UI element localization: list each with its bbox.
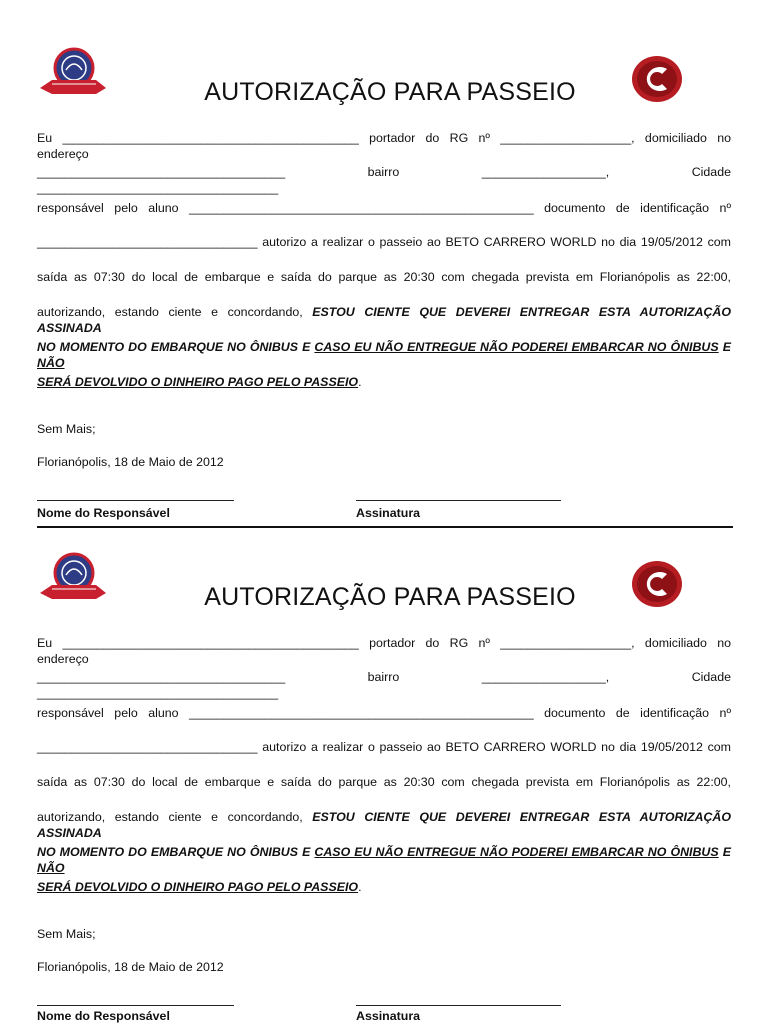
student-blank: __________________________________________________ <box>189 201 534 215</box>
name-blank: Eu ___________________________________________ <box>37 131 359 145</box>
student-blank: __________________________________________________ <box>189 706 534 720</box>
assinatura-signature-line <box>356 1005 561 1006</box>
name-blank: Eu ___________________________________________ <box>37 636 359 650</box>
period: . <box>358 375 362 389</box>
cidade-blank: Cidade ___________________________________ <box>37 670 731 700</box>
student-label: responsável pelo aluno <box>37 201 179 215</box>
form-line-4 <box>37 234 731 250</box>
warning-text: NO MOMENTO DO EMBARQUE NO ÔNIBUS E <box>37 340 311 354</box>
address-label: domiciliado no endereço <box>37 131 731 161</box>
period: . <box>358 880 362 894</box>
form-line-5: saída as 07:30 do local de embarque e saída do parque as 20:30 com chegada prevista em Florianópolis as 22:00, <box>37 270 731 284</box>
authorization-form-2 <box>0 505 768 1023</box>
form-line-8 <box>37 879 362 895</box>
date-text: Florianópolis, 18 de Maio de 2012 <box>37 960 224 974</box>
responsavel-signature-line <box>37 1005 234 1006</box>
warning-underlined: CASO EU NÃO ENTREGUE NÃO PODEREI EMBARCAR NO ÔNIBUS <box>314 340 719 354</box>
date-text: Florianópolis, 18 de Maio de 2012 <box>37 455 224 469</box>
address-label: domiciliado no endereço <box>37 636 731 666</box>
form-line-5: saída as 07:30 do local de embarque e saída do parque as 20:30 com chegada prevista em Florianópolis as 22:00, <box>37 775 731 789</box>
form-line-6 <box>37 809 731 841</box>
id-blank: ________________________________ <box>37 740 258 754</box>
consent-text: autorizando, estando ciente e concordando, <box>37 810 303 824</box>
bairro-blank: bairro __________________, <box>367 165 610 179</box>
responsavel-label: Nome do Responsável <box>37 506 170 520</box>
warning-underlined: NÃO <box>37 356 65 370</box>
form-line-8 <box>37 374 362 390</box>
form-line-7 <box>37 844 731 876</box>
authorization-text: autorizo a realizar o passeio ao BETO CARRERO WORLD no dia 19/05/2012 com <box>262 235 731 249</box>
bairro-blank: bairro __________________, <box>367 670 610 684</box>
form-line-2 <box>37 669 731 701</box>
warning-underlined: NÃO <box>37 861 65 875</box>
cidade-blank: Cidade ___________________________________ <box>37 165 731 195</box>
closing-text: Sem Mais; <box>37 422 96 436</box>
student-label: responsável pelo aluno <box>37 706 179 720</box>
consent-text: autorizando, estando ciente e concordando, <box>37 305 303 319</box>
warning-underlined: SERÁ DEVOLVIDO O DINHEIRO PAGO PELO PASSEIO <box>37 880 359 894</box>
rg-blank: portador do RG nº ___________________, <box>369 131 635 145</box>
form-line-1 <box>37 635 731 667</box>
address-blank: ____________________________________ <box>37 165 286 179</box>
warning-underlined: CASO EU NÃO ENTREGUE NÃO PODEREI EMBARCAR NO ÔNIBUS <box>314 845 719 859</box>
form-line-3 <box>37 200 731 216</box>
warning-text: ESTOU CIENTE QUE DEVEREI ENTREGAR ESTA AUTORIZAÇÃO ASSINADA <box>37 810 731 840</box>
responsavel-signature-line <box>37 500 234 501</box>
address-blank: ____________________________________ <box>37 670 286 684</box>
page-title: AUTORIZAÇÃO PARA PASSEIO <box>204 583 576 611</box>
authorization-text: autorizo a realizar o passeio ao BETO CARRERO WORLD no dia 19/05/2012 com <box>262 740 731 754</box>
id-label: documento de identificação nº <box>544 706 731 720</box>
warning-underlined: SERÁ DEVOLVIDO O DINHEIRO PAGO PELO PASSEIO <box>37 375 359 389</box>
closing-text: Sem Mais; <box>37 927 96 941</box>
form-line-2 <box>37 164 731 196</box>
form-line-7 <box>37 339 731 371</box>
warning-text: NO MOMENTO DO EMBARQUE NO ÔNIBUS E <box>37 845 311 859</box>
warning-text: E <box>722 845 731 859</box>
responsavel-label: Nome do Responsável <box>37 1009 170 1023</box>
id-label: documento de identificação nº <box>544 201 731 215</box>
page-title: AUTORIZAÇÃO PARA PASSEIO <box>204 78 576 106</box>
form-line-4 <box>37 739 731 755</box>
assinatura-signature-line <box>356 500 561 501</box>
form-line-3 <box>37 705 731 721</box>
assinatura-label: Assinatura <box>356 506 421 520</box>
rg-blank: portador do RG nº ___________________, <box>369 636 635 650</box>
assinatura-label: Assinatura <box>356 1009 421 1023</box>
form-line-1 <box>37 130 731 162</box>
form-line-6 <box>37 304 731 336</box>
warning-text: E <box>722 340 731 354</box>
warning-text: ESTOU CIENTE QUE DEVEREI ENTREGAR ESTA AUTORIZAÇÃO ASSINADA <box>37 305 731 335</box>
id-blank: ________________________________ <box>37 235 258 249</box>
